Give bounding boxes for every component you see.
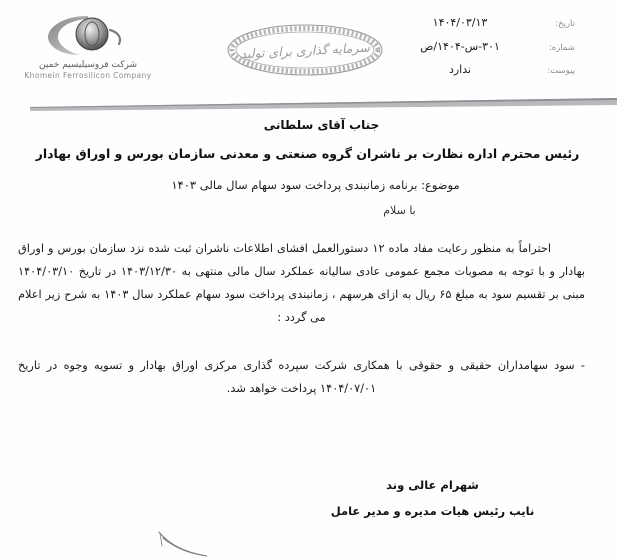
signer-name: شهرام عالی وند bbox=[386, 478, 479, 492]
ferrosilicon-logo-icon bbox=[18, 12, 158, 58]
date-value: ۱۴۰۴/۰۳/۱۳ bbox=[432, 16, 488, 29]
addressee: جناب آقای سلطانی bbox=[263, 118, 380, 132]
signer-role: نایب رئیس هیات مدیره و مدیر عامل bbox=[330, 504, 535, 518]
attachment-label: پیوست: bbox=[547, 66, 575, 76]
company-name-en: Khomein Ferrosilicon Company bbox=[24, 71, 152, 80]
letter-meta-block bbox=[385, 16, 575, 87]
seal-text: سرمایه گذاری برای تولید bbox=[239, 39, 371, 61]
body-paragraph-1: احتراماً به منظور رعایت مفاد ماده ۱۲ دستورالعمل افشای اطلاعات ناشران ثبت شده نزد سازمان بورس و اوراق بهادار و با توجه به مصوبات مجمع عمومی عادی سالیانه عملکرد سال مالی منتهی به ۱۴۰۳/۱۲/۳۰ در تاریخ ۱۴۰۴/۰۳/۱۰ مبنی بر تقسیم سود به مبلغ ۶۵ ریال به ازای هرسهم ، زمانبندی پرداخت سود سهام عملکرد سال ۱۴۰۳ به شرح زیر اعلام می گردد : bbox=[18, 242, 585, 325]
header-divider bbox=[0, 96, 617, 112]
subject-line: موضوع: برنامه زمانبندی پرداخت سود سهام سال مالی ۱۴۰۳ bbox=[171, 178, 460, 192]
number-value: ۳۰۱-س-۱۴۰۴/ص bbox=[420, 39, 500, 53]
date-label: تاریخ: bbox=[555, 19, 575, 29]
handwritten-signature-icon bbox=[147, 530, 277, 558]
meta-row-date bbox=[385, 16, 575, 29]
calligraphy-seal-icon bbox=[225, 22, 385, 78]
greeting: با سلام bbox=[383, 204, 416, 217]
attachment-value: ندارد bbox=[448, 63, 472, 76]
meta-row-number bbox=[385, 40, 575, 53]
letterhead bbox=[0, 0, 617, 96]
number-label: شماره: bbox=[548, 42, 575, 53]
addressee-title: رئیس محترم اداره نظارت بر ناشران گروه صنعتی و معدنی سازمان بورس و اوراق بهادار bbox=[35, 146, 580, 161]
company-logo bbox=[18, 12, 158, 80]
company-name-fa: شرکت فروسیلیسیم خمین bbox=[39, 60, 137, 70]
letter-body bbox=[0, 118, 617, 418]
meta-row-attachment bbox=[385, 63, 575, 76]
body-paragraph-2: - سود سهامداران حقیقی و حقوقی با همکاری شرکت سپرده گذاری مرکزی اوراق بهادار و تسویه وجوه در تاریخ ۱۴۰۴/۰۷/۰۱ پرداخت خواهد شد. bbox=[18, 358, 585, 395]
signature-block bbox=[0, 478, 617, 518]
